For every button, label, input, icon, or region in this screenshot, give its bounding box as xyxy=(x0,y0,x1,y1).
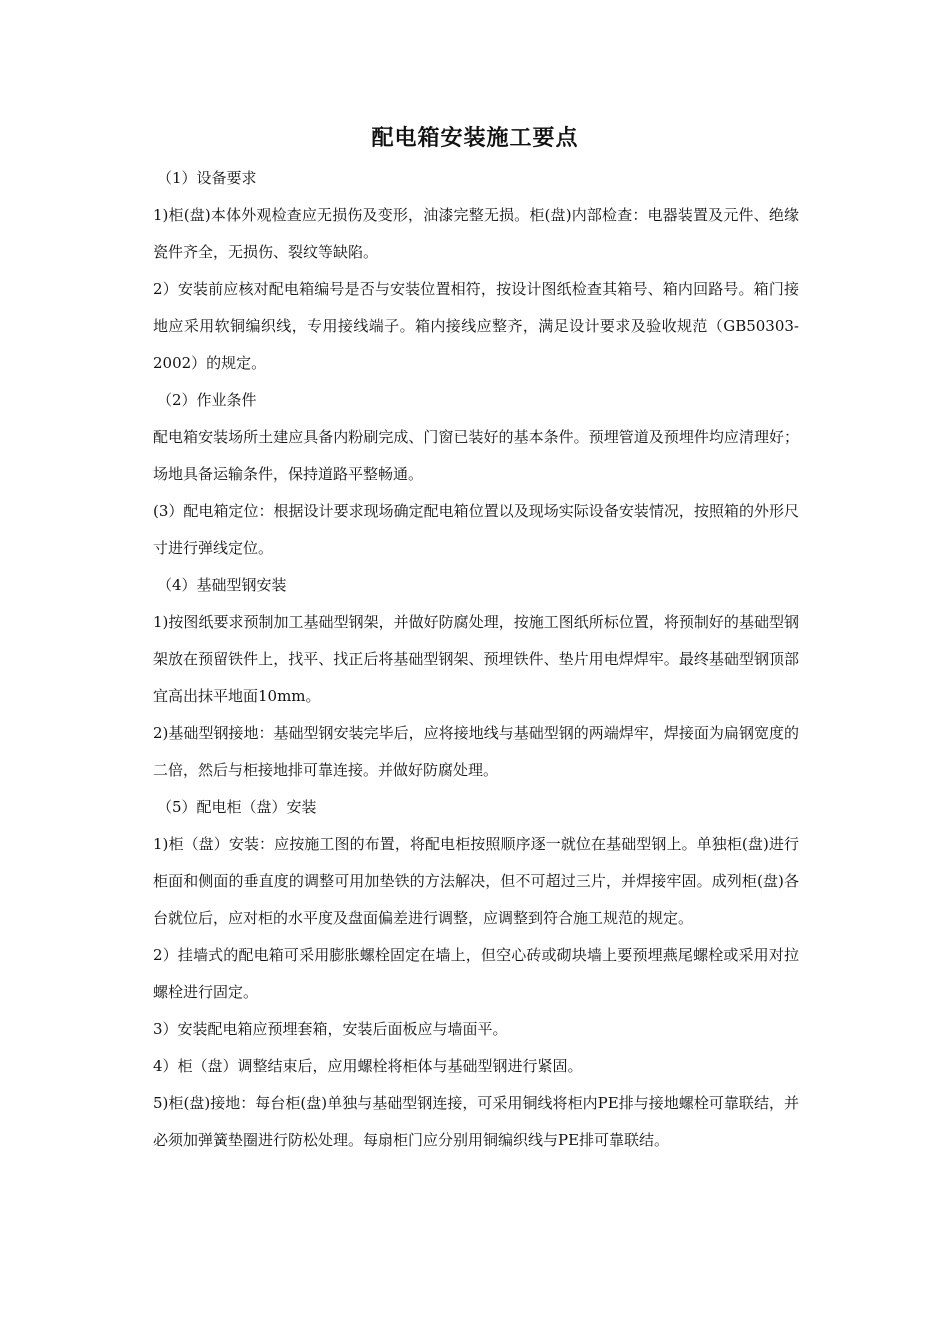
paragraph: 4）柜（盘）调整结束后，应用螺栓将柜体与基础型钢进行紧固。 xyxy=(153,1057,583,1075)
paragraph: 3）安装配电箱应预埋套箱，安装后面板应与墙面平。 xyxy=(153,1020,508,1038)
paragraph: 2）挂墙式的配电箱可采用膨胀螺栓固定在墙上，但空心砖或砌块墙上要预埋燕尾螺栓或采用对拉螺栓进行固定。 xyxy=(153,946,799,1001)
paragraph: 5)柜(盘)接地：每台柜(盘)单独与基础型钢连接，可采用铜线将柜内PE排与接地螺栓可靠联结，并必须加弹簧垫圈进行防松处理。每扇柜门应分别用铜编织线与PE排可靠联结。 xyxy=(153,1094,799,1149)
paragraph: 1)柜(盘)本体外观检查应无损伤及变形，油漆完整无损。柜(盘)内部检查：电器装置及元件、绝缘瓷件齐全，无损伤、裂纹等缺陷。 xyxy=(153,206,799,261)
section-heading-equipment: （1）设备要求 xyxy=(157,169,257,187)
paragraph: (3）配电箱定位：根据设计要求现场确定配电箱位置以及现场实际设备安装情况，按照箱的外形尺寸进行弹线定位。 xyxy=(153,502,799,557)
paragraph: 1)柜（盘）安装：应按施工图的布置，将配电柜按照顺序逐一就位在基础型钢上。单独柜(盘)进行柜面和侧面的垂直度的调整可用加垫铁的方法解决，但不可超过三片，并焊接牢固。成列柜(盘)各台就位后，应对柜的水平度及盘面偏差进行调整，应调整到符合施工规范的规定。 xyxy=(153,835,799,927)
paragraph: 2）安装前应核对配电箱编号是否与安装位置相符，按设计图纸检查其箱号、箱内回路号。箱门接地应采用软铜编织线，专用接线端子。箱内接线应整齐，满足设计要求及验收规范（GB50303-2002）的规定。 xyxy=(153,280,799,372)
section-heading-conditions: （2）作业条件 xyxy=(157,391,257,409)
section-heading-steel-base: （4）基础型钢安装 xyxy=(157,576,287,594)
document-title: 配电箱安装施工要点 xyxy=(371,125,579,151)
paragraph: 1)按图纸要求预制加工基础型钢架，并做好防腐处理，按施工图纸所标位置，将预制好的基础型钢架放在预留铁件上，找平、找正后将基础型钢架、预埋铁件、垫片用电焊焊牢。最终基础型钢顶部宜高出抹平地面10mm。 xyxy=(153,613,799,705)
paragraph: 2)基础型钢接地：基础型钢安装完毕后，应将接地线与基础型钢的两端焊牢，焊接面为扁钢宽度的二倍，然后与柜接地排可靠连接。并做好防腐处理。 xyxy=(153,724,799,779)
paragraph: 配电箱安装场所土建应具备内粉刷完成、门窗已装好的基本条件。预埋管道及预埋件均应清理好；场地具备运输条件，保持道路平整畅通。 xyxy=(153,428,799,483)
document-body xyxy=(153,160,799,1159)
section-heading-cabinet-install: （5）配电柜（盘）安装 xyxy=(157,798,317,816)
